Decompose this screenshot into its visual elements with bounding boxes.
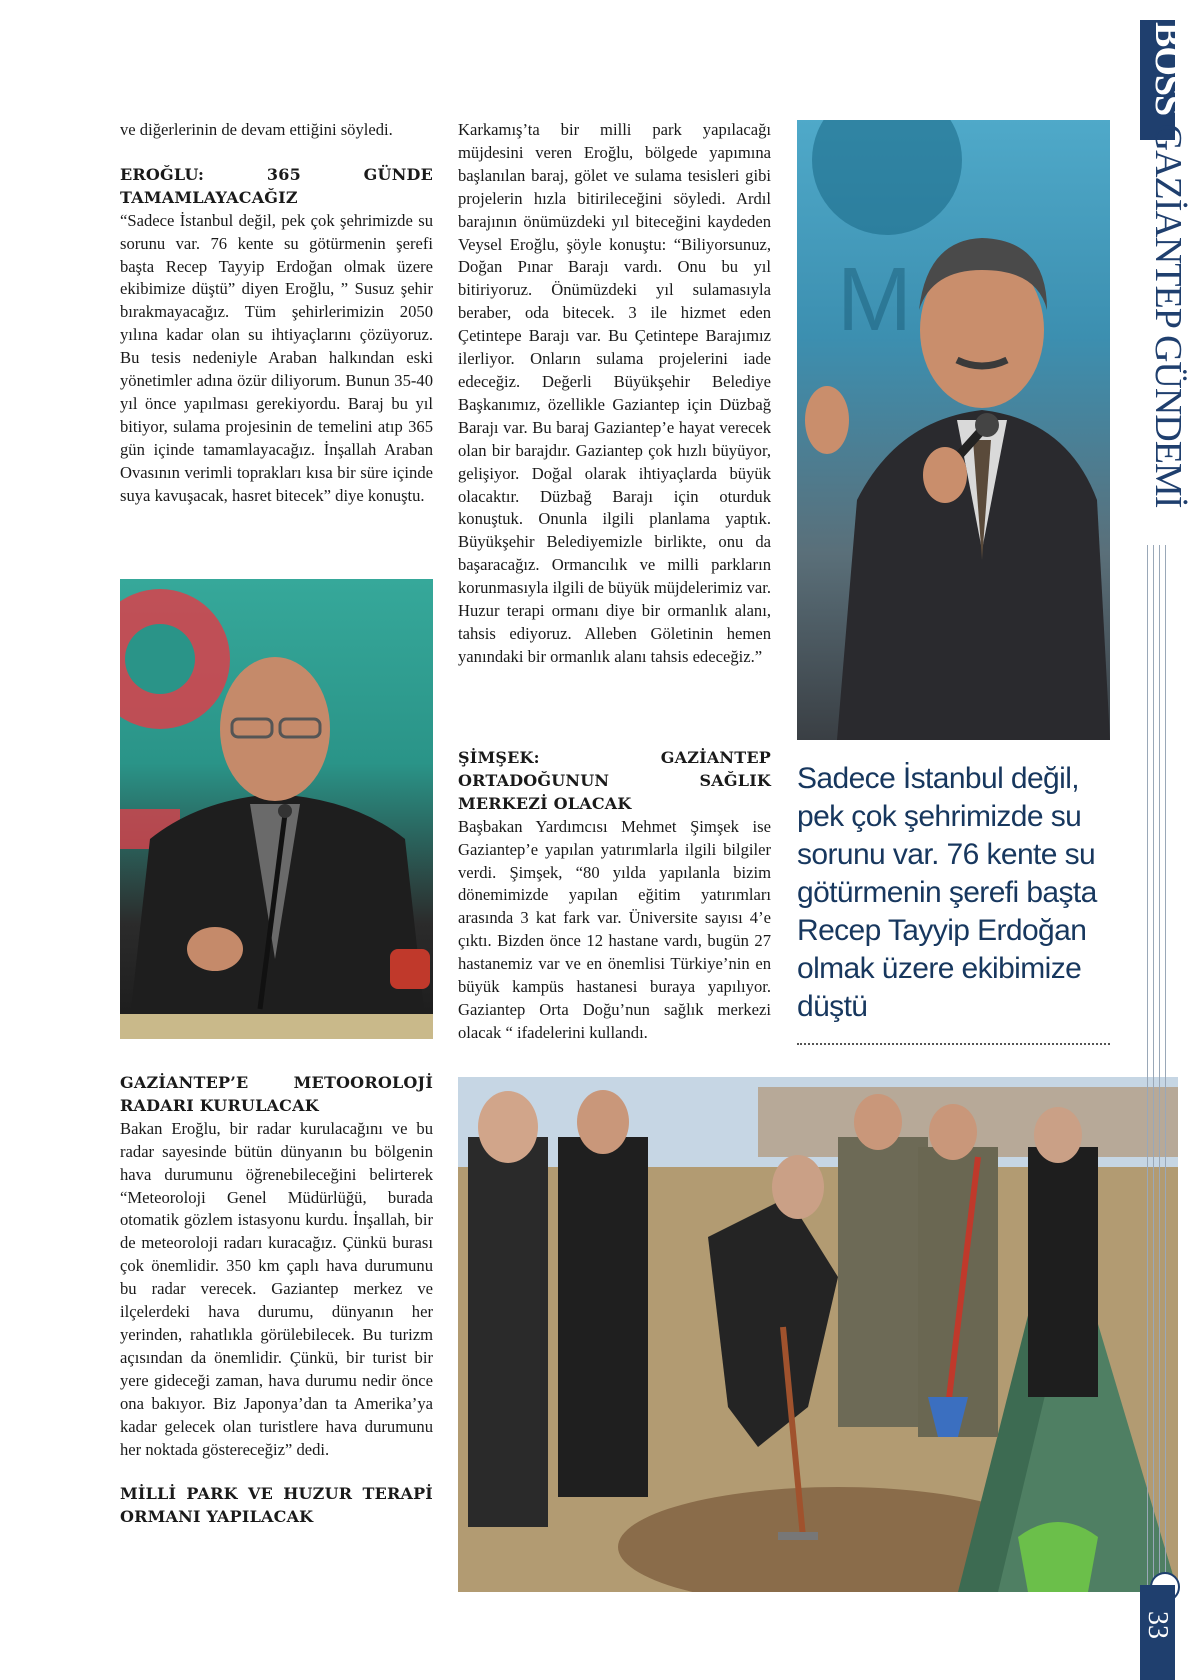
photo-simsek-speaking bbox=[120, 579, 433, 1039]
page-number: 33 bbox=[1142, 1611, 1173, 1639]
photo-tree-planting bbox=[458, 1077, 1178, 1592]
intro-text: ve diğerlerinin de devam ettiğini söyledi. bbox=[120, 120, 393, 139]
pull-quote: Sadece İstanbul değil, pek çok şehrimizde su sorunu var. 76 kente su götürmenin şerefi başta Recep Tayyip Erdoğan olmak üzere ekibimize düştü bbox=[797, 762, 1097, 1023]
heading-milli-park: MİLLİ PARK VE HUZUR TERAPİ ORMANI YAPILACAK bbox=[120, 1484, 433, 1527]
photo-minister-speaking bbox=[797, 120, 1110, 740]
photo-simsek-illustration bbox=[120, 579, 433, 1039]
side-line bbox=[1165, 545, 1166, 1585]
side-line bbox=[1159, 545, 1160, 1585]
heading-simsek: ŞİMŞEK: GAZİANTEP ORTADOĞUNUN SAĞLIK MERKEZİ OLACAK bbox=[458, 748, 771, 813]
side-line bbox=[1153, 545, 1154, 1585]
heading-radar: GAZİANTEP’E METOOROLOJİ RADARI KURULACAK bbox=[120, 1073, 433, 1115]
body-eroglu: “Sadece İstanbul değil, pek çok şehrimizde su sorunu var. 76 kente su götürmenin şerefi başta Recep Tayyip Erdoğan olmak üzere ekibimize düştü” diyen Eroğlu, ” Susuz şehir bırakmayacağız. Tüm şehirlerimizin 2050 yılına kadar olan su ihtiyaçlarını çözüyoruz. Bu tesis nedeniyle Araban halkından eski yönetimler adına özür diliyorum. Bunun 35-40 yıl önce yapılması gerekiyordu. Baraj bu yıl bitiyor, sulama projesinin de temelini atıp 365 gün içinde tamamlayacağız. İnşallah Araban Ovasının verimli toprakları kısa bir süre içinde suya kavuşacak, hasret bitecek” diye konuştu. bbox=[120, 210, 433, 505]
column-middle-top bbox=[458, 119, 771, 669]
pull-quote-divider bbox=[797, 1043, 1110, 1045]
brand-label: BOSS bbox=[1147, 22, 1189, 116]
heading-eroglu: EROĞLU: 365 GÜNDE TAMAMLAYACAĞIZ bbox=[120, 164, 433, 207]
body-simsek: Başbakan Yardımcısı Mehmet Şimşek ise Gaziantep’e yapılan yatırımlarla ilgili bilgiler verdi. Şimşek, “80 yılda yapılanla bizim dönemimizde yapılan eğitim yatırımları arasında 3 kat fark var. Üniversite sayısı 4’e çıktı. Bizden önce 12 hastane vardı, bugün 27 hastanemiz var ve en önemlisi Türkiye’nin en büyük kampüs hastanesi buraya yapılıyor. Gaziantep Orta Doğu’nun sağlık merkezi olacak “ ifadelerini kullandı. bbox=[458, 816, 771, 1042]
side-decorative-lines bbox=[1145, 545, 1175, 1585]
section-label: GAZİANTEP GÜNDEMİ bbox=[1147, 123, 1189, 508]
photo-planting-illustration bbox=[458, 1077, 1178, 1592]
side-line bbox=[1147, 545, 1148, 1585]
photo-minister-illustration bbox=[797, 120, 1110, 740]
column-middle-bottom bbox=[458, 747, 771, 1045]
body-karkamis: Karkamış’ta bir milli park yapılacağı müjdesini veren Eroğlu, bölgede yapımına başlanılan baraj, gölet ve sulama tesisleri gibi projelerin hızla bitirileceğini söyledi. Ardıl barajının önümüzdeki yıl biteceğini kaydeden Veysel Eroğlu, şöyle konuştu: “Biliyorsunuz, Doğan Pınar Barajı vardı. Onu bu yıl bitiriyoruz. Önümüzdeki yıl sulamasıyla beraber, oda bitecek. 3 ile hizmet eden Çetintepe Barajı var. Bu Çetintepe Barajımız ilerliyor. Onların sulama projelerini iade edeceğiz. Değerli Büyükşehir Belediye Başkanımız, özellikle Gaziantep için Düzbağ Barajı var. Bu baraj Gaziantep’e hayat verecek olan bir barajdır. Gaziantep çok hızlı büyüyor, gelişiyor. Doğal olarak ihtiyaçlarda büyük olacaktır. Düzbağ Barajı için oturduk konuştuk. Onunla ilgili planlama yaptık. Büyükşehir Belediyemizle birlikte, onu da başaracağız. Ormancılık ve milli parkların korunmasıyla ilgili de büyük müjdelerimiz var. Huzur terapi ormanı diye bir ormanlık alanı, tahsis ediyoruz. Alleben Göletinin hemen yanındaki bir ormanlık alanı tahsis edeceğiz.” bbox=[458, 120, 771, 666]
side-section-title bbox=[1147, 22, 1189, 582]
column-left-bottom bbox=[120, 1072, 433, 1529]
svg-text:M: M bbox=[837, 250, 912, 350]
body-radar: Bakan Eroğlu, bir radar kurulacağını ve bu radar sayesinde bütün dünyanın bu bölgenin hava durumunu öğrenebileceğini belirterek “Meteoroloji Genel Müdürlüğü, burada otomatik gözlem istasyonu kurdu. İnşallah, bir de meteoroloji radarı kuracağız. Çünkü burası çok önemlidir. 350 km çaplı hava durumunu bu radar verecek. Gaziantep merkez ve ilçelerdeki hava durumu, dünyanın her yerinden, rahatlıkla görülebilecek. Bu turizm açısından da önemlidir. Çünkü, bir turist bir yere gideceği zaman, hava durumu nedir önce ona bakıyor. Biz Japonya’dan ta Amerika’ya kadar gelecek olan turistlere hava durumunu her noktada göstereceğiz” dedi. bbox=[120, 1118, 433, 1459]
column-left-top bbox=[120, 119, 433, 508]
